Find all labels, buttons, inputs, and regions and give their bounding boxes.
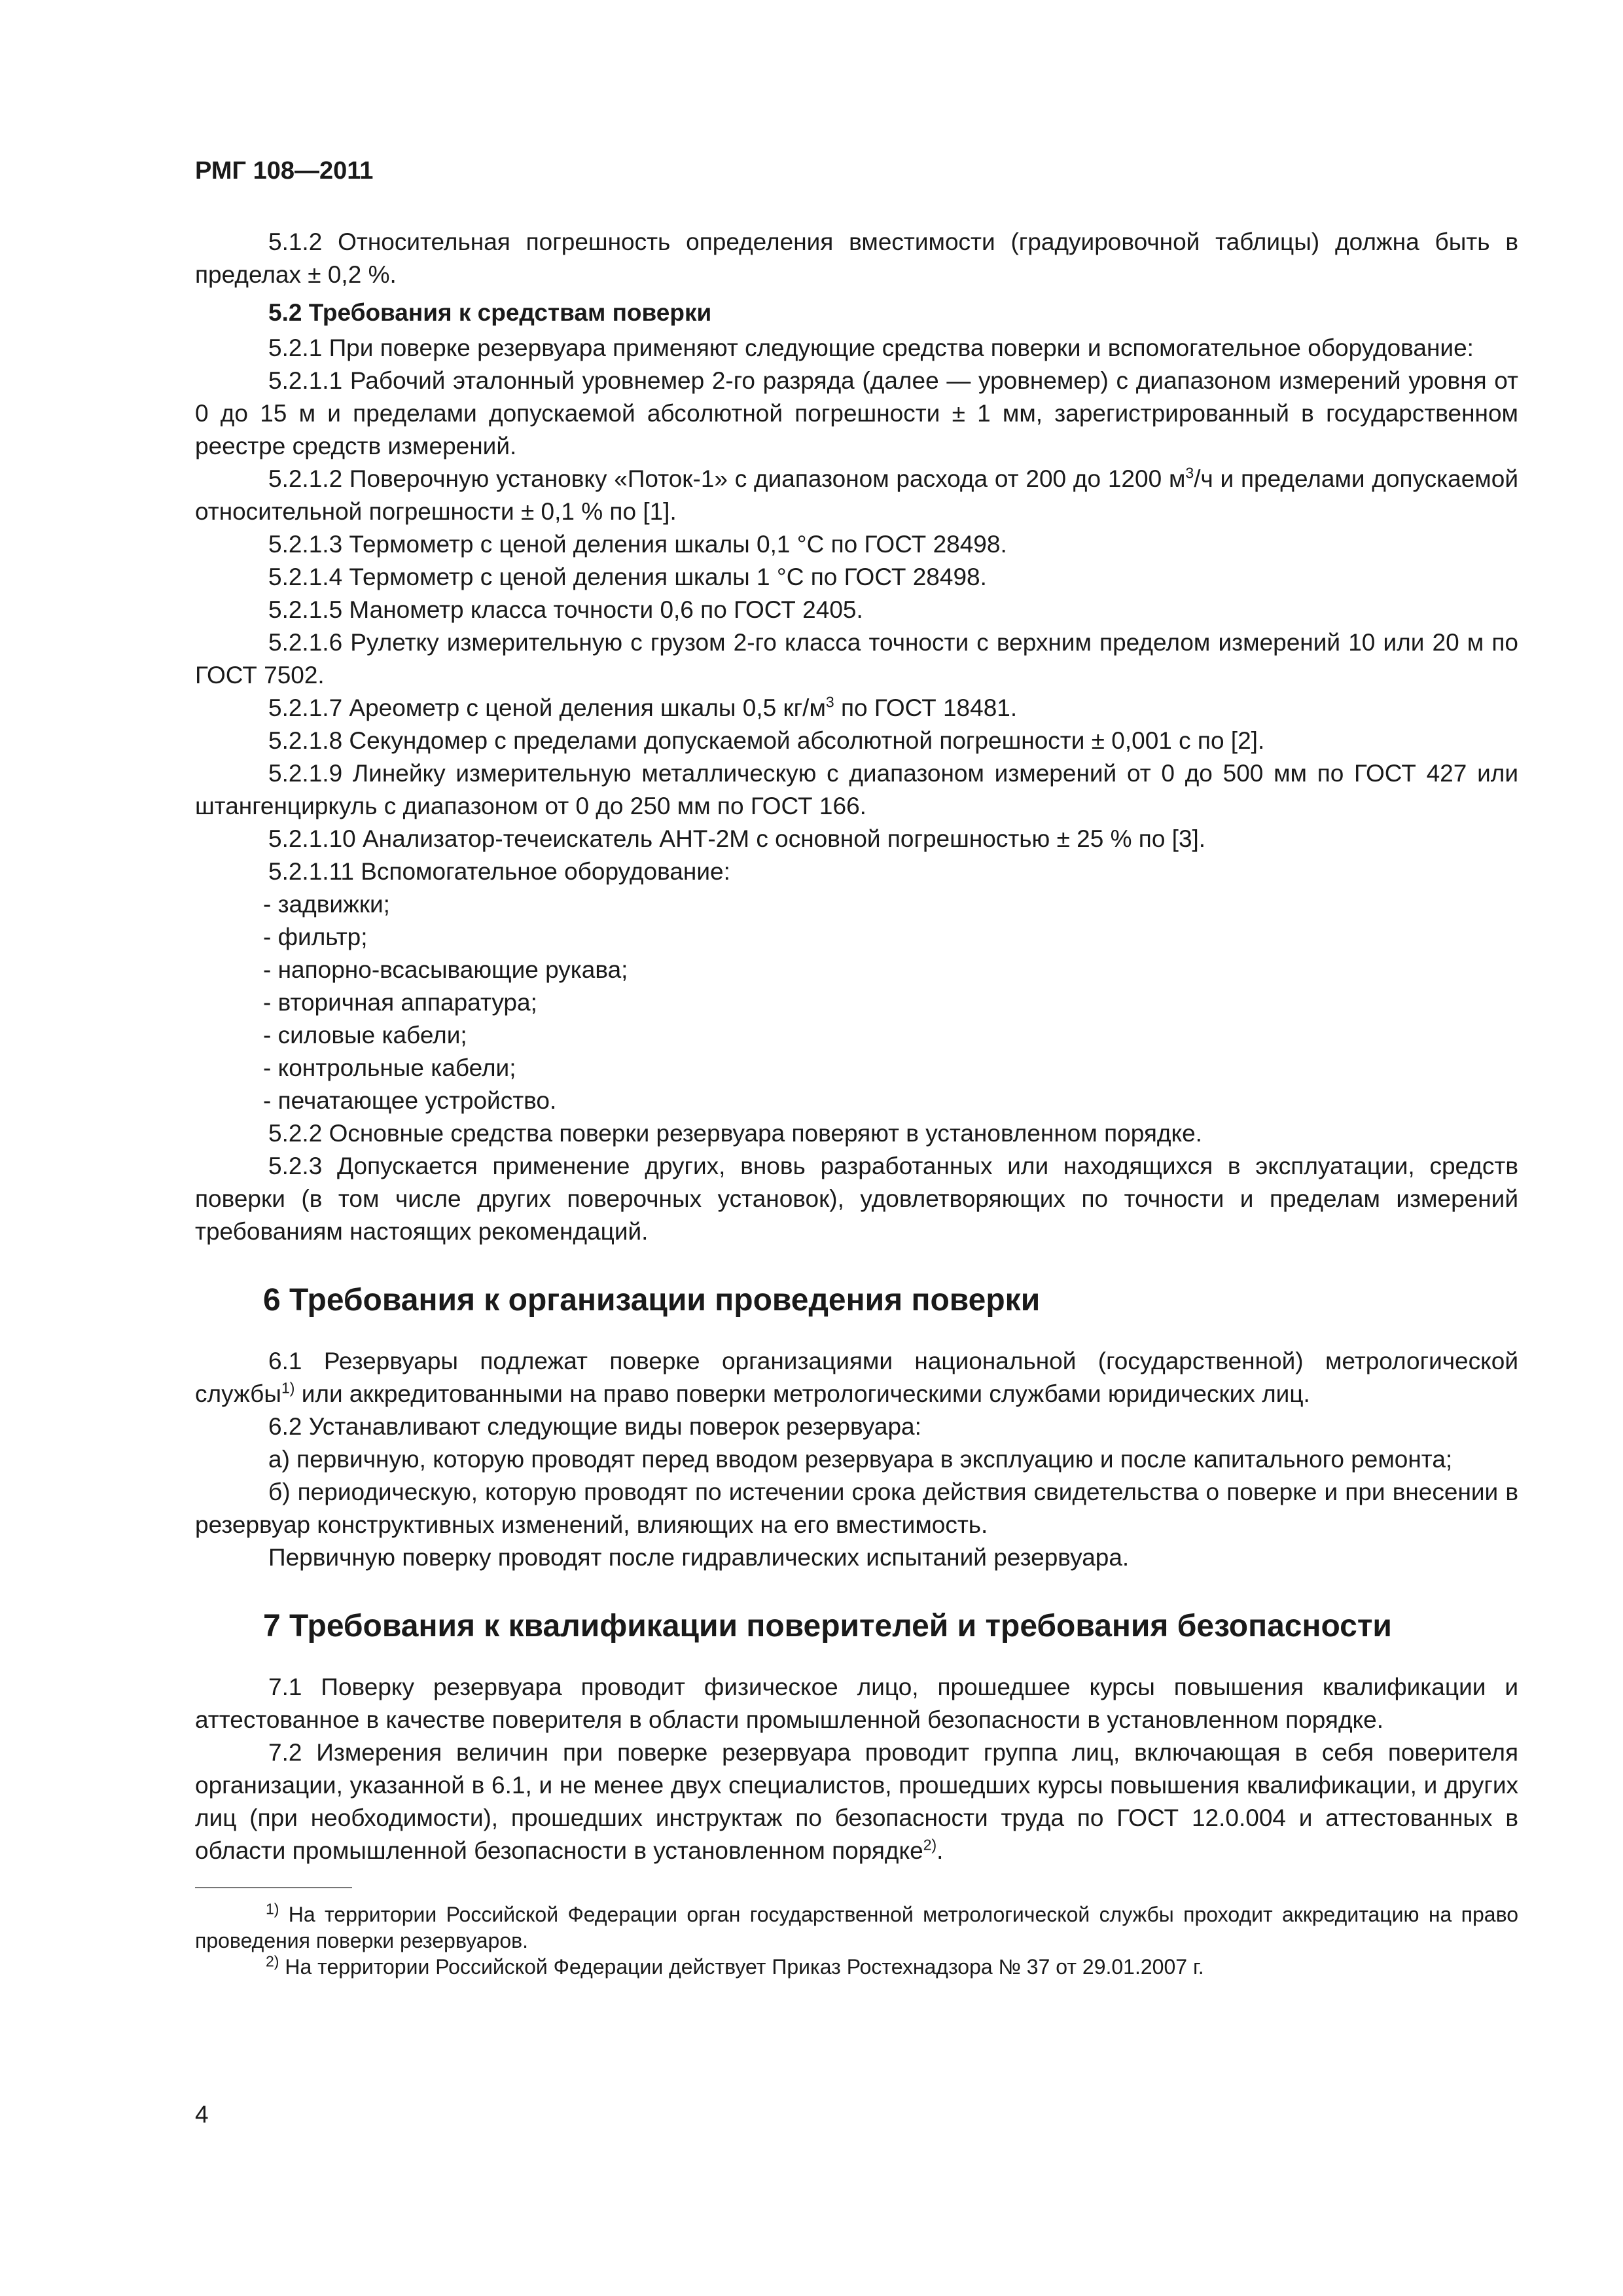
clause-5-1-2: 5.1.2 Относительная погрешность определения вместимости (градуировочной таблицы) должна быть в пределах ± 0,2 %.	[195, 228, 1518, 288]
footnote-1: $^{1)}$ На территории Российской Федерации орган государственной метрологической службы проходит аккредитацию на право проведения поверки резервуаров.	[195, 1900, 1518, 1952]
footnote-2: $^{2)}$ На территории Российской Федерации действует Приказ Ростехнадзора № 37 от 29.01.2007 г.	[266, 1952, 1204, 1979]
document-page	[195, 157, 1518, 1980]
clause-5-2-1: 5.2.1 При поверке резервуара применяют следующие средства поверки и вспомогательное оборудование:	[268, 334, 1474, 361]
list-item: - вторичная аппаратура;	[263, 986, 1518, 1019]
list-item: - фильтр;	[263, 921, 1518, 954]
list-item: - напорно-всасывающие рукава;	[263, 954, 1518, 986]
clause-5-2-1-9: 5.2.1.9 Линейку измерительную металлическую с диапазоном измерений от 0 до 500 мм по ГОСТ 427 или штангенциркуль с диапазоном от 0 до 250 мм по ГОСТ 166.	[195, 760, 1518, 819]
page-number: 4	[195, 2101, 209, 2128]
clause-5-2-1-8: 5.2.1.8 Секундомер с пределами допускаемой абсолютной погрешности ± 0,001 с по [2].	[268, 727, 1265, 754]
clause-6-1: 6.1 Резервуары подлежат поверке организациями национальной (государственной) метрологической службы$^{1)}$ или аккредитованными на право поверки метрологическими службами юридических лиц.	[195, 1348, 1518, 1407]
footnote-divider	[195, 1887, 352, 1888]
footnote-ref-1: 1)	[281, 1379, 295, 1397]
clause-6-2-note: Первичную поверку проводят после гидравлических испытаний резервуара.	[268, 1544, 1130, 1571]
clause-7-1: 7.1 Поверку резервуара проводит физическое лицо, прошедшее курсы повышения квалификации и аттестованное в качестве поверителя в области промышленной безопасности в установленном порядке.	[195, 1674, 1518, 1733]
clause-6-2: 6.2 Устанавливают следующие виды поверок резервуара:	[268, 1413, 921, 1440]
clause-6-2-a: а) первичную, которую проводят перед вводом резервуара в эксплуацию и после капитального ремонта;	[268, 1446, 1453, 1473]
list-item: - печатающее устройство.	[263, 1085, 1518, 1117]
clause-7-2: 7.2 Измерения величин при поверке резервуара проводит группа лиц, включающая в себя поверителя организации, указанной в 6.1, и не менее двух специалистов, прошедших курсы повышения квалификации, и других лиц (при необходимости), прошедших инструктаж по безопасности труда по ГОСТ 12.0.004 и аттестованных в области промышленной безопасности в установленном порядке$^{2)}$.	[195, 1739, 1518, 1864]
clause-5-2-1-11: 5.2.1.11 Вспомогательное оборудование:	[268, 858, 730, 885]
clause-5-2-1-6: 5.2.1.6 Рулетку измерительную с грузом 2-го класса точности с верхним пределом измерений 10 или 20 м по ГОСТ 7502.	[195, 629, 1518, 689]
footnote-ref-2: 2)	[923, 1836, 937, 1854]
section-6-heading: 6 Требования к организации проведения поверки	[263, 1283, 1041, 1318]
clause-5-2-1-1: 5.2.1.1 Рабочий эталонный уровнемер 2-го разряда (далее — уровнемер) с диапазоном измерений уровня от 0 до 15 м и пределами допускаемой абсолютной погрешности ± 1 мм, зарегистрированный в государственном реестре средств измерений.	[195, 367, 1518, 459]
clause-6-2-b: б) периодическую, которую проводят по истечении срока действия свидетельства о поверке и при внесении в резервуар конструктивных изменений, влияющих на его вместимость.	[195, 1479, 1518, 1538]
clause-5-2-2: 5.2.2 Основные средства поверки резервуара поверяют в установленном порядке.	[268, 1120, 1202, 1147]
clause-5-2-1-5: 5.2.1.5 Манометр класса точности 0,6 по ГОСТ 2405.	[268, 596, 863, 623]
footnotes	[195, 1901, 1518, 1980]
section-7-heading: 7 Требования к квалификации поверителей и требования безопасности	[263, 1609, 1392, 1643]
clause-5-2-1-10: 5.2.1.10 Анализатор-течеискатель АНТ-2М с основной погрешностью ± 25 % по [3].	[268, 825, 1206, 852]
document-header: РМГ 108—2011	[195, 157, 374, 185]
list-item: - задвижки;	[263, 888, 1518, 921]
heading-5-2: 5.2 Требования к средствам поверки	[268, 299, 712, 326]
clause-5-2-1-4: 5.2.1.4 Термометр с ценой деления шкалы 1 °С по ГОСТ 28498.	[268, 564, 987, 590]
clause-5-2-1-2: 5.2.1.2 Поверочную установку «Поток-1» с диапазоном расхода от 200 до 1200 $м^3/ч$ и пределами допускаемой относительной погрешности ± 0,1 % по [1].	[195, 464, 1518, 525]
clause-5-2-1-3: 5.2.1.3 Термометр с ценой деления шкалы 0,1 °С по ГОСТ 28498.	[268, 531, 1007, 558]
list-item: - контрольные кабели;	[263, 1052, 1518, 1085]
clause-5-2-3: 5.2.3 Допускается применение других, вновь разработанных или находящихся в эксплуатации, средств поверки (в том числе других поверочных установок), удовлетворяющих по точности и пределам измерений требованиям настоящих рекомендаций.	[195, 1153, 1518, 1245]
clause-5-2-1-7: 5.2.1.7 Ареометр с ценой деления шкалы 0,5 $кг/м^3$ по ГОСТ 18481.	[268, 693, 1018, 721]
equipment-list	[195, 888, 1518, 1117]
list-item: - силовые кабели;	[263, 1019, 1518, 1052]
